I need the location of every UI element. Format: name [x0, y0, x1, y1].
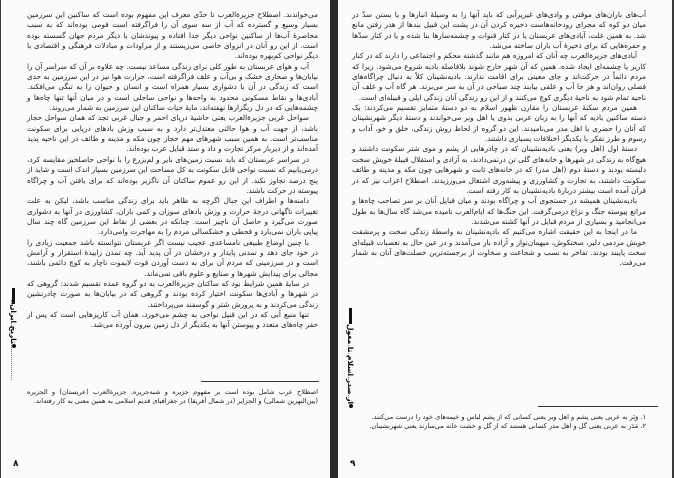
- paragraph: بادیه‌نشینان همیشه در جستجوی آب و چراگاه بودند و میان قبایل آنان بر سر تصاحب چاه‌ها و مراتع پیوسته جنگ و نزاع درمی‌گرفت. این جنگ‌ها که ایام‌العرب نامیده می‌شد گاه سال‌ها به طول می‌انجامید و بسیاری از مردم قبایل در آنها کشته می‌شدند.: [352, 196, 646, 226]
- running-head: [9, 285, 18, 351]
- running-head-text: از صدر اسلام تا مغول: [346, 324, 355, 405]
- footnote-divider: [538, 406, 658, 407]
- paragraph: با چنین اوضاع طبیعی نامساعدی عجیب نیست اگر عربستان نتوانسته باشد جمعیت زیادی را در خود جای دهد و تمدنی پایدار و درخشان در آن پدید آید. چه تمدن زاییدهٔ استقرار و آرامش است و در سرزمینی که مردم آن برای به دست آوردن قوت لایموت ناچار به کوچ دائمی باشند، مجالی برای پیدایش شهرها و صنایع و علوم باقی نمی‌ماند.: [27, 237, 318, 278]
- page-number: ۸: [13, 459, 19, 469]
- paragraph: دامنه‌ها و اطراف این جبال اگرچه به ظاهر باید برای زندگی مناسب باشد، لیکن به علت تغییرات ناگهانی درجهٔ حرارت و وزش بادهای سوزان و کمی باران، کشاورزی در آنها به دشواری صورت می‌گیرد و حاصل آن ناچیز است. چنانکه در بعضی از نقاط این سرزمین گاه چند سال پیاپی باران نمی‌بارد و قحطی و خشکسالی مردم را به مهاجرت وامی‌دارد.: [27, 196, 318, 237]
- running-head: [346, 305, 355, 411]
- left-body-text: [27, 10, 318, 331]
- paragraph: تنها منبع آبی که در این قبیل نواحی به چشم می‌خورد، همان آب کاریزهایی است که پس از حفر چاه‌های متعدد و پیوستن آنها به یکدیگر از دل زمین بیرون آورده می‌شد.: [27, 309, 318, 330]
- paragraph: سواحل غربی جزیرةالعرب یعنی حاشیهٔ دریای احمر و جبال غربی تجد که همان سواحل حجاز باشد، از جهت آب و هوا حالتی معتدل‌تر دارد و به سبب وزش بادهای دریایی برای سکونت مناسب‌تر است. به همین سبب شهرهای مهم حجاز چون مکه و مدینه و طائف در این ناحیه پدید آمده‌اند و از دیرباز مرکز تجارت و داد و ستد قبایل عرب بوده‌اند.: [27, 113, 318, 154]
- bar-icon: [12, 288, 15, 304]
- footnote: اصطلاح عرب شامل بوده است بر مفهوم جزیره و شبه‌جزیره. جزیرةالعرب (عربستان) و الجزیره (بین‌النهرین شمالی) و الجزایر (در شمال آفریقا) در جغرافیای قدیم اسلامی به همین معنی به کار رفته‌اند.: [27, 388, 318, 406]
- bar-icon: [349, 308, 352, 324]
- right-page: [338, 0, 672, 478]
- footnote: ۱. وَبَر به عربی یعنی پشم و اهل وبر یعنی کسانی که از پشم لباس و خیمه‌های خود را درست می‌کنند.: [371, 413, 646, 421]
- footnote-divider: [201, 381, 319, 382]
- paragraph: آب‌های باران‌های موقتی و وادی‌های غیرپرآبی که باید آنها را به وسیلهٔ انبارها و یا بستن سدّ در میان دو کوه که مجرای رودخانه‌هاست ذخیره کردن آن در پشت این قبیل بندها از هدر رفتن مانع شد. به همین علت، آبادی‌های عربستان یا در کنار قنوات و چشمه‌سارها بنا شده و یا در کنار سدّها و حفره‌هایی که برای ذخیرهٔ آب باران ساخته می‌شد.: [352, 10, 646, 51]
- left-footnotes: [27, 388, 318, 407]
- bullet-icon: [12, 344, 16, 348]
- right-body-text: [352, 10, 646, 269]
- paragraph: دستهٔ اول (اهل وبر) یعنی بادیه‌نشینان که در چادرهایی از پشم و موی شتر سکونت داشتند و هیچ‌گاه به زندگی در شهرها و خانه‌های گلی تن درنمی‌دادند، به آزادی و استقلال قبیلهٔ خویش سخت دلبسته بودند و دستهٔ دوم (اهل مدر) که در خانه‌های ثابت و شهرهایی چون مکه و مدینه و طائف سکونت داشتند، به تجارت و کشاورزی و پیشه‌وری اشتغال می‌ورزیدند. اصطلاح اعراب نیز که در قرآن آمده است بیشتر دربارهٔ بادیه‌نشینان به کار رفته است.: [352, 144, 646, 195]
- book-gutter: [330, 0, 338, 478]
- paragraph: آبادی‌های جزیرةالعرب چه آنان که امروزه هم مانند گذشته محکم و اجتماعی را دارند که در کنار کاریز یا چشمه‌ای ایجاد شده، همین که آن شهر خارج شوند بلافاصله بادیه شروع می‌شود. زیرا که مردم دائماً در حرکت‌اند و جای معینی برای اقامت ندارند. بادیه‌نشینان کلاً به دنبال چراگاه‌های فصلی روان‌اند و هر جا آب و علفی بیابند چند صباحی در آن به سر می‌برند. هر گاه آب و علف آن ناحیه تمام شود به ناحیهٔ دیگری کوچ می‌کنند و از این رو زندگی آنان زندگی ایلی و قبیله‌ای است.: [352, 51, 646, 102]
- running-head-text: تاریخ ایران: [9, 304, 18, 344]
- paragraph: همین مردم سکنهٔ عربستان را مقارن ظهور اسلام به دو دستهٔ متمایز تقسیم می‌کردند: یک دسته ساکنین بادیه که آنها را به زبان عربی بدوی یا اهل وبر می‌خواندند و دستهٔ دیگر شهرنشینان که آنان را حضری یا اهل مدر می‌نامیدند. این دو گروه از لحاظ روش زندگی، خلق و خو، آداب و رسوم و طرز تفکر با یکدیگر اختلافات بسیاری داشتند.: [352, 103, 646, 144]
- paragraph: می‌خواندند. اصطلاح جزیرةالعرب تا حدّی معرف این مفهوم بوده است که ساکنین این سرزمین بسیار وسیع و گسترده که آب از سه سوی آن را فراگرفته است قومی بوده‌اند که به سبب محاصرهٔ آب‌ها از ساکنین نواحی دیگر جدا افتاده و پیوندشان با دیگر مردم جهان گسسته بوده است. از این رو آنان در انزوای خاصی می‌زیستند و از مراودات و مبادلات فرهنگی و اقتصادی با دیگر نواحی کم‌بهره بوده‌اند.: [27, 10, 318, 61]
- page-number: ۹: [350, 459, 356, 469]
- paragraph: آب و هوای عربستان به طور کلی برای زندگی مساعد نیست. چه علاوه بر آن که سراسر آن را بیابان‌ها و صحاری خشک و بی‌آب و علف فراگرفته است، حرارت هوا نیز در این سرزمین به حدی است که زندگی در آن با دشواری بسیار همراه است و انسان و حیوان را به تنگی می‌افکند. آبادی‌ها و نقاط مسکونی محدود به واحه‌ها و نواحی ساحلی است و در میان آنها تنها چاه‌ها و چشمه‌هایی که در دل ریگزارها نهفته‌اند، مایهٔ حیات ساکنان این سرزمین به شمار می‌روند.: [27, 61, 318, 113]
- paragraph: ما در اینجا به این حقیقت اشاره می‌کنیم که بادیه‌نشینان به واسطهٔ زندگی سخت و پرمشقت خویش مردمی دلیر، سختکوش، میهمان‌نواز و آزاده بار می‌آمدند و در عین حال به تعصبات قبیله‌ای سخت پایبند بودند. تفاخر به نسب و شجاعت و سخاوت از برجسته‌ترین خصلت‌های آنان به شمار می‌رفت.: [352, 227, 646, 268]
- paragraph: در سراسر عربستان که باید نسبت زمین‌های بایر و لم‌یزرع را با نواحی حاصلخیز مقایسه کرد، درمی‌یابیم که نسبت نواحی قابل سکونت به کل مساحت این سرزمین بسیار اندک است و شاید از پنج درصد تجاوز نکند. از این رو عموم ساکنان آن ناگزیر بوده‌اند که برای یافتن آب و چراگاه پیوسته در حرکت باشند.: [27, 154, 318, 195]
- left-page: [1, 0, 330, 478]
- footnote: ۲. مَدَر به عربی یعنی گل و اهل مدر کسانی هستند که از گل و خشت خانه می‌سازند یعنی شهرنشینان.: [369, 422, 646, 431]
- paragraph: در سایهٔ همین شرایط بود که ساکنان جزیرةالعرب به دو گروه عمده تقسیم شدند: گروهی که در شهرها و آبادی‌ها سکونت اختیار کرده بودند و گروهی که در بیابان‌ها به صورت چادرنشین زندگی می‌کردند و به پرورش شتر و گوسفند می‌پرداختند.: [27, 278, 318, 309]
- bullet-icon: [349, 404, 353, 408]
- right-footnotes: [352, 413, 646, 432]
